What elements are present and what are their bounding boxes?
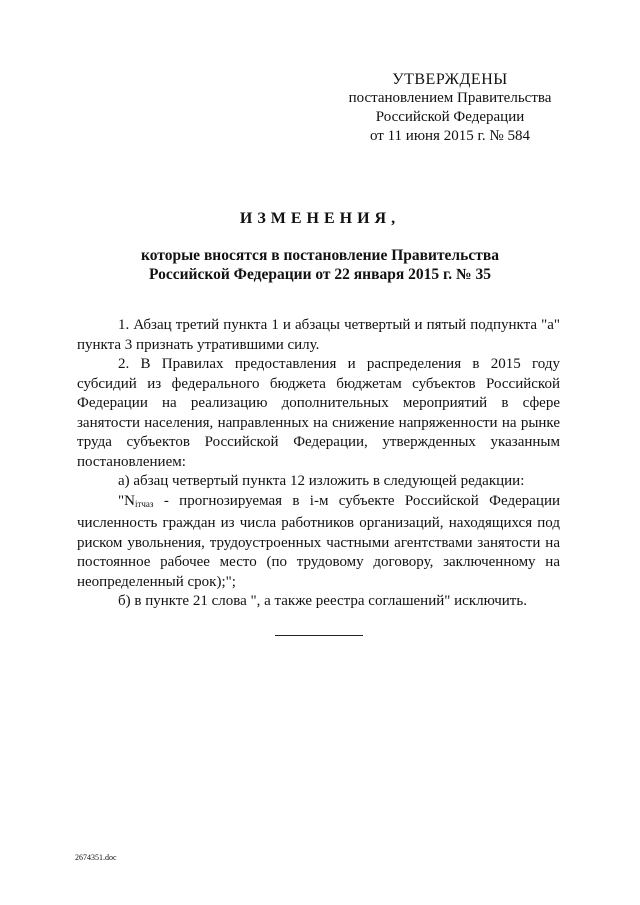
approval-block (320, 70, 580, 146)
subtitle-line-1: которые вносятся в постановление Правительства (141, 247, 499, 264)
footer-filename: 2674351.doc (75, 853, 117, 862)
paragraph-4 (77, 492, 560, 593)
approval-heading: УТВЕРЖДЕНЫ (392, 71, 508, 88)
paragraph-5: б) в пункте 21 слова ", а также реестра соглашений" исключить. (118, 593, 527, 609)
separator-line (275, 635, 363, 636)
document-title: ИЗМЕНЕНИЯ, (239, 210, 401, 227)
paragraph-4-rest: - прогнозируемая в і-м субъекте Российской Федерации численность граждан из числа работников организаций, находящихся под риском увольнения, трудоустроенных частными агентствами занятости на постоянное рабочее место (по трудовому договору, заключенному на неопределенный срок);"; (77, 492, 560, 590)
subtitle-line-2: Российской Федерации от 22 января 2015 г. № 35 (149, 266, 491, 283)
paragraph-4-quote: "N (118, 492, 135, 509)
paragraph-3: а) абзац четвертый пункта 12 изложить в следующей редакции: (118, 473, 525, 489)
document-body (77, 316, 560, 612)
document-subtitle (120, 246, 520, 284)
paragraph-1: 1. Абзац третий пункта 1 и абзацы четвертый и пятый подпункта "а" пункта 3 признать утратившими силу. (77, 317, 560, 353)
approval-line-1: постановлением Правительства (348, 90, 552, 106)
paragraph-4-subscript: ітчаз (134, 498, 154, 509)
approval-line-2: Российской Федерации (375, 109, 525, 125)
paragraph-2: 2. В Правилах предоставления и распределения в 2015 году субсидий из федерального бюджета бюджетам субъектов Российской Федерации на реализацию дополнительных мероприятий в сфере занятости населения, направленных на снижение напряженности на рынке труда субъектов Российской Федерации, утвержденных указанным постановлением: (77, 356, 560, 470)
approval-line-3: от 11 июня 2015 г. № 584 (370, 128, 530, 144)
